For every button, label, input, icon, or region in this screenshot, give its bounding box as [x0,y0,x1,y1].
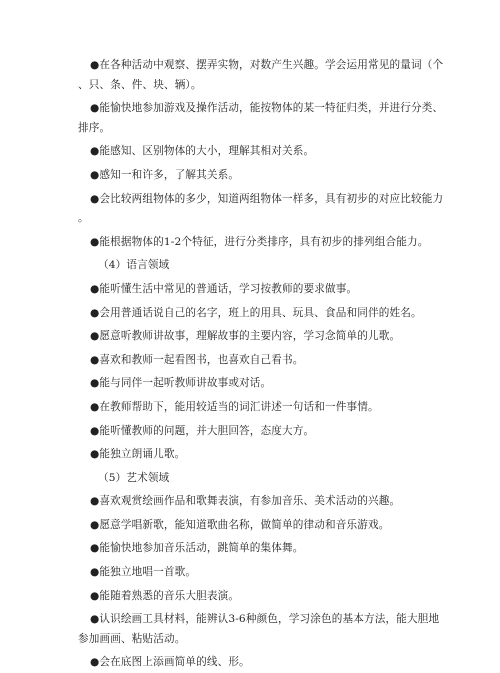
text-line: 。 [78,212,89,225]
text-line: ●愿意学唱新歌，能知道歌曲名称，做简单的律动和音乐游戏。 [90,518,390,531]
text-line: ●能独立朗诵儿歌。 [90,448,186,461]
text-line: ●能听懂生活中常见的普通话，学习按教师的要求做事。 [90,282,358,295]
text-line: 、只、条、件、块、辆）。 [78,78,202,91]
text-line: ●在各种活动中观察、摆弄实物，对数产生兴趣。学会运用常见的量词（个 [90,59,444,71]
text-line: ●喜欢观赏绘画作品和歌舞表演，有参加音乐、美术活动的兴趣。 [90,495,401,508]
text-line: ●喜欢和教师一起看图书，也喜欢自己看书。 [90,353,304,366]
text-line: ●认识绘画工具材料，能辨认3-6种颜色，学习涂色的基本方法，能大胆地 [90,613,440,626]
text-line: ●会在底图上添画简单的线、形。 [90,656,250,669]
text-line: 参加画画、粘贴活动。 [78,632,186,645]
text-line: ●能根据物体的1-2个特征，进行分类排序，具有初步的排列组合能力。 [90,235,429,248]
text-line: ●会用普通话说自己的名字，班上的用具、玩具、食品和同伴的姓名。 [90,306,422,319]
document-body [78,56,444,673]
text-line: ●会比较两组物体的多少，知道两组物体一样多，具有初步的对应比较能力 [90,192,444,205]
text-line: ●能愉快地参加游戏及操作活动，能按物体的某一特征归类，并进行分类、 [90,102,444,115]
text-line: ●愿意听教师讲故事，理解故事的主要内容，学习念简单的儿歌。 [90,330,401,343]
text-line: ●能听懂教师的问题，并大胆回答，态度大方。 [90,424,315,437]
section-heading-language: （4）语言领域 [98,259,170,272]
text-line: 排序。 [78,121,111,134]
section-heading-art: （5）艺术领域 [98,471,170,484]
text-line: ●能随着熟悉的音乐大胆表演。 [90,589,240,602]
text-line: ●能与同伴一起听教师讲故事或对话。 [90,377,272,390]
text-line: ●能独立地唱一首歌。 [90,566,197,579]
text-line: ●能感知、区别物体的大小，理解其相对关系。 [90,145,315,158]
text-line: ●感知一和许多，了解其关系。 [90,168,240,181]
text-line: ●能愉快地参加音乐活动，跳简单的集体舞。 [90,542,304,555]
text-line: ●在教师帮助下，能用较适当的词汇讲述一句话和一件事情。 [90,400,379,413]
